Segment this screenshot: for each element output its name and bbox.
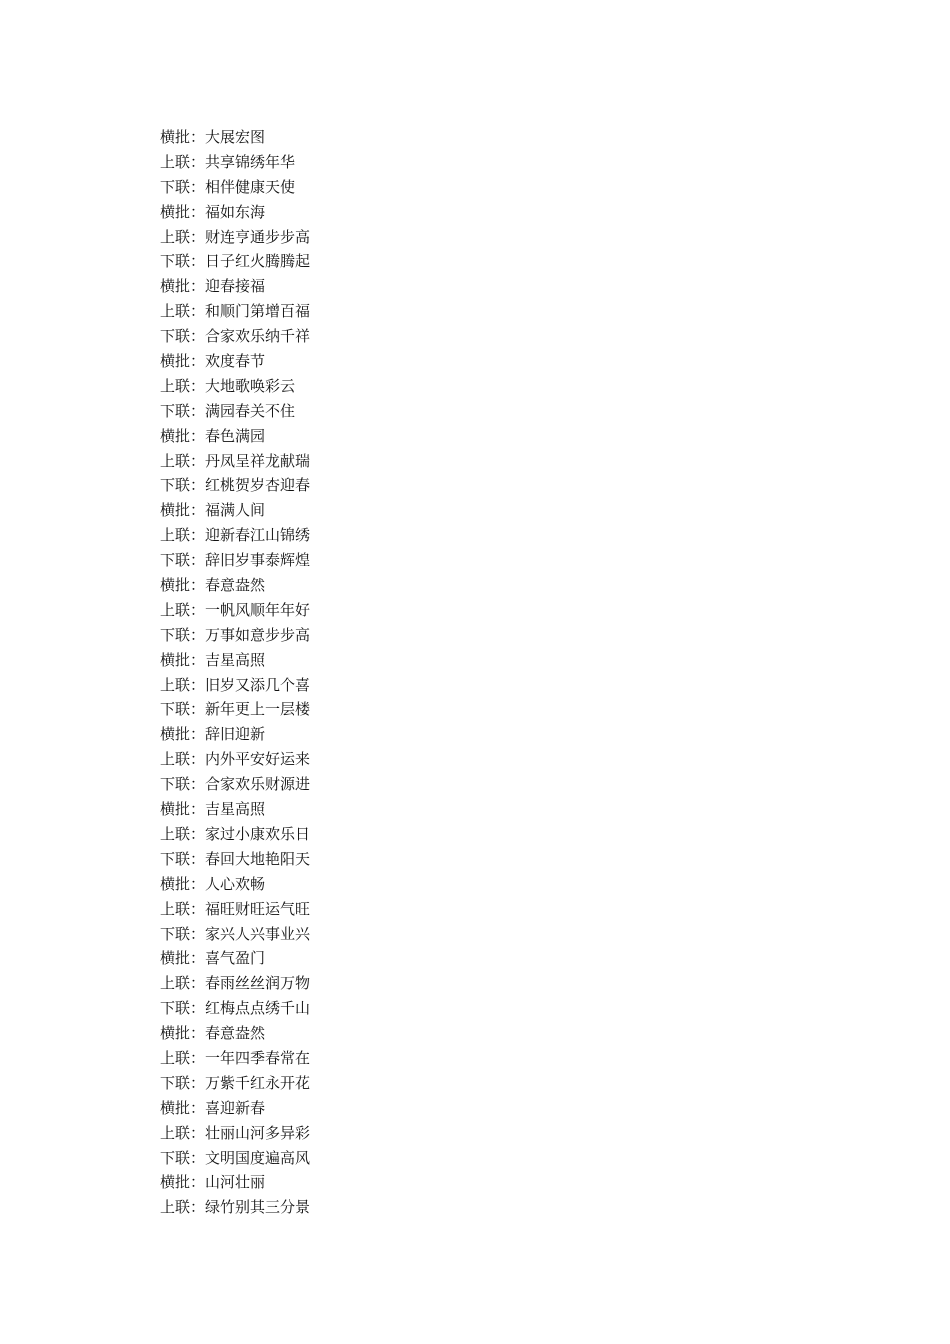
text-line: 下联：文明国度遍高风 bbox=[160, 1148, 311, 1167]
text-line: 横批：欢度春节 bbox=[160, 352, 266, 371]
text-line: 下联：春回大地艳阳天 bbox=[160, 849, 311, 868]
text-line: 上联：迎新春江山锦绣 bbox=[160, 526, 311, 545]
text-line: 上联：一帆风顺年年好 bbox=[160, 600, 311, 619]
text-line: 横批：辞旧迎新 bbox=[160, 725, 266, 744]
text-line: 上联：丹凤呈祥龙献瑞 bbox=[160, 451, 311, 470]
text-line: 下联：满园春关不住 bbox=[160, 401, 296, 420]
text-line: 横批：吉星高照 bbox=[160, 800, 266, 819]
text-line: 上联：和顺门第增百福 bbox=[160, 302, 311, 321]
text-line: 下联：万事如意步步高 bbox=[160, 625, 311, 644]
text-line: 下联：家兴人兴事业兴 bbox=[160, 924, 311, 943]
text-line: 横批：春意盎然 bbox=[160, 1024, 266, 1043]
text-line: 横批：喜迎新春 bbox=[160, 1098, 266, 1117]
text-line: 下联：辞旧岁事泰辉煌 bbox=[160, 551, 311, 570]
text-line: 横批：山河壮丽 bbox=[160, 1173, 266, 1192]
text-line: 上联：共享锦绣年华 bbox=[160, 152, 296, 171]
text-line: 横批：人心欢畅 bbox=[160, 874, 266, 893]
text-line: 下联：红桃贺岁杏迎春 bbox=[160, 476, 311, 495]
text-line: 上联：财连亨通步步高 bbox=[160, 227, 311, 246]
text-line: 上联：旧岁又添几个喜 bbox=[160, 675, 311, 694]
text-line: 上联：大地歌唤彩云 bbox=[160, 376, 296, 395]
text-line: 横批：福满人间 bbox=[160, 501, 266, 520]
text-line: 上联：一年四季春常在 bbox=[160, 1048, 311, 1067]
text-line: 下联：合家欢乐纳千祥 bbox=[160, 327, 311, 346]
text-line: 横批：吉星高照 bbox=[160, 650, 266, 669]
text-line: 横批：春意盎然 bbox=[160, 576, 266, 595]
text-line: 下联：合家欢乐财源进 bbox=[160, 775, 311, 794]
text-line: 横批：春色满园 bbox=[160, 426, 266, 445]
text-line: 上联：壮丽山河多异彩 bbox=[160, 1123, 311, 1142]
text-line: 上联：内外平安好运来 bbox=[160, 750, 311, 769]
text-line: 横批：大展宏图 bbox=[160, 128, 266, 146]
text-line: 下联：相伴健康天使 bbox=[160, 177, 296, 196]
text-line: 下联：日子红火腾腾起 bbox=[160, 252, 311, 271]
text-line: 下联：新年更上一层楼 bbox=[160, 700, 311, 719]
text-line: 上联：福旺财旺运气旺 bbox=[160, 899, 311, 918]
text-line: 上联：家过小康欢乐日 bbox=[160, 824, 311, 843]
text-line: 上联：春雨丝丝润万物 bbox=[160, 974, 311, 993]
text-line: 下联：红梅点点绣千山 bbox=[160, 999, 311, 1018]
text-line: 横批：喜气盈门 bbox=[160, 949, 266, 968]
text-line: 横批：福如东海 bbox=[160, 202, 266, 221]
text-line: 下联：万紫千红永开花 bbox=[160, 1073, 311, 1092]
text-line: 上联：绿竹别其三分景 bbox=[160, 1198, 311, 1217]
couplet-list bbox=[160, 125, 310, 1220]
text-line: 横批：迎春接福 bbox=[160, 277, 266, 296]
